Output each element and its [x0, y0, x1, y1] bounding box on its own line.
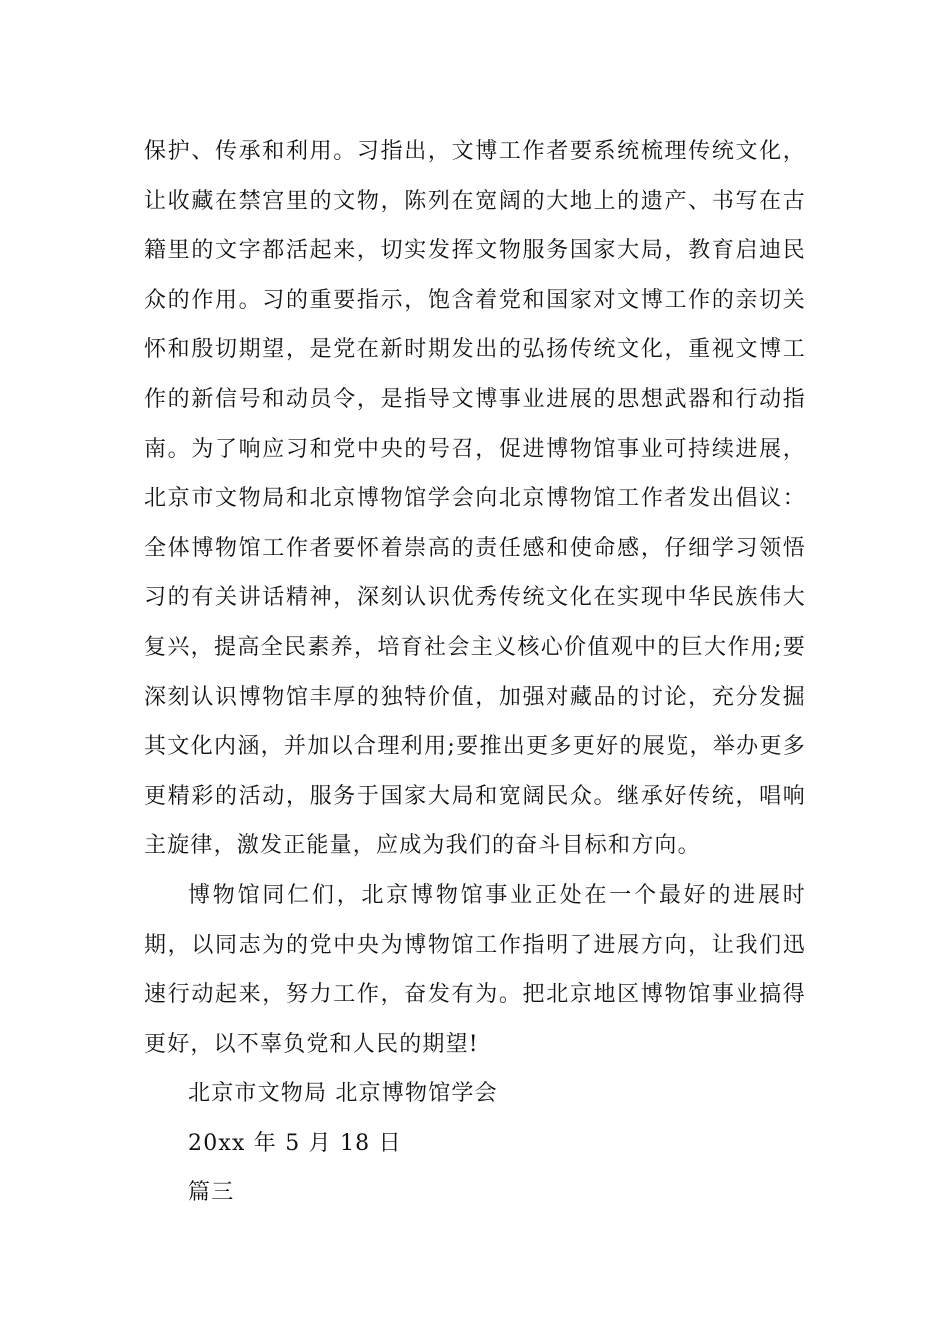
section-heading: 篇三	[188, 1180, 235, 1206]
signature-line: 北京市文物局 北京博物馆学会	[188, 1081, 498, 1107]
body-paragraph-1: 保护、传承和利用。习指出，文博工作者要系统梳理传统文化，让收藏在禁宫里的文物，陈列在宽阔的大地上的遗产、书写在古籍里的文字都活起来，切实发挥文物服务国家大局，教育启迪民众的作用。习的重要指示，饱含着党和国家对文博工作的亲切关怀和殷切期望，是党在新时期发出的弘扬传统文化，重视文博工作的新信号和动员令，是指导文博事业进展的思想武器和行动指南。为了响应习和党中央的号召，促进博物馆事业可持续进展，北京市文物局和北京博物馆学会向北京博物馆工作者发出倡议：全体博物馆工作者要怀着崇高的责任感和使命感，仔细学习领悟习的有关讲话精神，深刻认识优秀传统文化在实现中华民族伟大复兴，提高全民素养，培育社会主义核心价值观中的巨大作用;要深刻认识博物馆丰厚的独特价值，加强对藏品的讨论，充分发掘其文化内涵，并加以合理利用;要推出更多更好的展览，举办更多更精彩的活动，服务于国家大局和宽阔民众。继承好传统，唱响主旋律，激发正能量，应成为我们的奋斗目标和方向。	[144, 139, 806, 859]
document-body	[144, 127, 806, 1218]
body-paragraph-2: 博物馆同仁们，北京博物馆事业正处在一个最好的进展时期，以同志为的党中央为博物馆工作指明了进展方向，让我们迅速行动起来，努力工作，奋发有为。把北京地区博物馆事业搞得更好，以不辜负党和人民的期望!	[144, 882, 806, 1057]
date-line: 20xx 年 5 月 18 日	[188, 1130, 402, 1156]
